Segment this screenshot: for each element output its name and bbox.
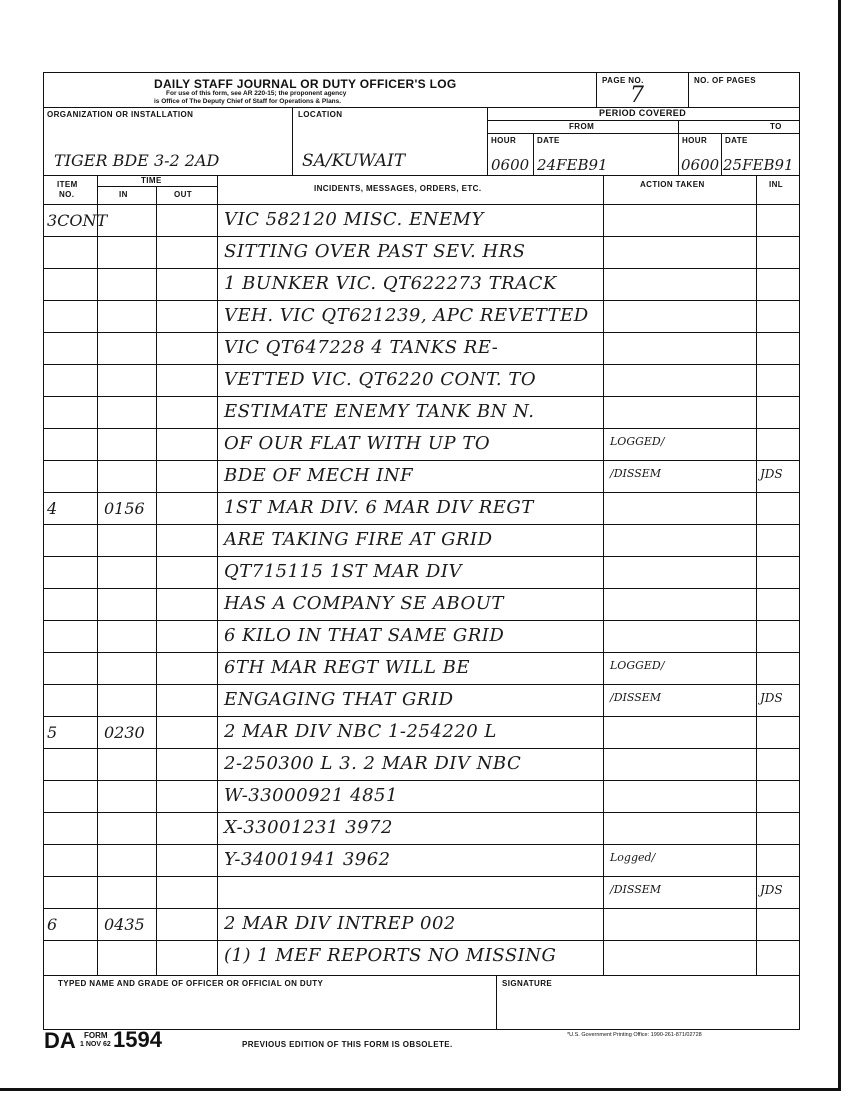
form-id-number: 1594 bbox=[113, 1027, 162, 1052]
table-row bbox=[44, 301, 799, 333]
col-header-item bbox=[44, 176, 98, 205]
col-header-incidents bbox=[218, 176, 604, 205]
table-row bbox=[44, 429, 799, 461]
to-hour-box bbox=[678, 134, 722, 176]
page-right-edge bbox=[838, 0, 841, 1090]
row-initials: JDS bbox=[760, 883, 783, 897]
table-row bbox=[44, 813, 799, 845]
page-bottom-edge bbox=[0, 1088, 841, 1091]
form-title-block bbox=[44, 73, 597, 108]
row-incident-text: ENGAGING THAT GRID bbox=[224, 689, 454, 710]
to-date-label: DATE bbox=[725, 136, 748, 145]
time-label: TIME bbox=[141, 176, 162, 185]
table-row bbox=[44, 397, 799, 429]
row-action-taken: /DISSEM bbox=[610, 467, 662, 480]
page-no-label: PAGE NO. bbox=[602, 76, 644, 85]
row-incident-text: SITTING OVER PAST SEV. HRS bbox=[224, 241, 526, 262]
row-time-in: 0230 bbox=[104, 723, 145, 742]
typed-name-box bbox=[44, 976, 497, 1030]
row-item-no: 6 bbox=[47, 915, 58, 934]
col-header-inl bbox=[757, 176, 799, 205]
table-row bbox=[44, 877, 799, 909]
table-row bbox=[44, 621, 799, 653]
from-hour-label: HOUR bbox=[491, 136, 517, 145]
row-incident-text: VIC 582120 MISC. ENEMY bbox=[224, 209, 484, 230]
row-incident-text: 2-250300 L 3. 2 MAR DIV NBC bbox=[224, 753, 522, 774]
row-incident-text: VETTED VIC. QT6220 CONT. TO bbox=[224, 369, 537, 390]
table-row bbox=[44, 493, 799, 525]
location-value: SA/KUWAIT bbox=[302, 151, 406, 171]
log-body bbox=[44, 205, 799, 975]
row-incident-text: VIC QT647228 4 TANKS RE- bbox=[224, 337, 499, 358]
printing-office-note: *U.S. Government Printing Office: 1990-261-871/02728 bbox=[567, 1032, 702, 1038]
in-label: IN bbox=[119, 190, 128, 199]
row-action-taken: /DISSEM bbox=[610, 691, 662, 704]
period-from-label-box bbox=[487, 121, 679, 134]
inl-label: INL bbox=[769, 180, 784, 189]
row-action-taken: LOGGED/ bbox=[610, 435, 665, 448]
table-row bbox=[44, 205, 799, 237]
row-item-no: 3CONT bbox=[47, 211, 108, 230]
row-incident-text: VEH. VIC QT621239, APC REVETTED bbox=[224, 305, 589, 326]
page-no-box bbox=[596, 73, 689, 108]
location-label: LOCATION bbox=[298, 110, 343, 119]
row-incident-text: 6TH MAR REGT WILL BE bbox=[224, 657, 470, 678]
row-incident-text: 6 KILO IN THAT SAME GRID bbox=[224, 625, 505, 646]
row-initials: JDS bbox=[760, 691, 783, 705]
from-date-value: 24FEB91 bbox=[537, 156, 608, 174]
form-id-date: 1 NOV 62 bbox=[80, 1041, 111, 1048]
to-hour-label: HOUR bbox=[682, 136, 708, 145]
table-row bbox=[44, 941, 799, 973]
row-incident-text: ARE TAKING FIRE AT GRID bbox=[224, 529, 493, 550]
typed-name-label: TYPED NAME AND GRADE OF OFFICER OR OFFICIAL ON DUTY bbox=[58, 979, 324, 988]
org-value: TIGER BDE 3-2 2AD bbox=[54, 151, 220, 170]
table-row bbox=[44, 749, 799, 781]
table-row bbox=[44, 461, 799, 493]
row-action-taken: Logged/ bbox=[610, 851, 656, 864]
row-incident-text: (1) 1 MEF REPORTS NO MISSING bbox=[224, 945, 557, 966]
row-incident-text: OF OUR FLAT WITH UP TO bbox=[224, 433, 491, 454]
table-row bbox=[44, 237, 799, 269]
form-subtitle-2: is Office of The Deputy Chief of Staff for Operations & Plans. bbox=[154, 98, 342, 105]
from-date-box bbox=[533, 134, 679, 176]
period-covered-label: PERIOD COVERED bbox=[599, 108, 687, 118]
out-label: OUT bbox=[174, 190, 193, 199]
from-hour-value: 0600 bbox=[491, 156, 530, 174]
item-label: ITEM bbox=[57, 180, 78, 189]
table-row bbox=[44, 717, 799, 749]
row-incident-text: 2 MAR DIV INTREP 002 bbox=[224, 913, 456, 934]
no-label: NO. bbox=[59, 190, 75, 199]
table-row bbox=[44, 365, 799, 397]
org-label: ORGANIZATION OR INSTALLATION bbox=[47, 110, 194, 119]
row-incident-text: W-33000921 4851 bbox=[224, 785, 398, 806]
incidents-label: INCIDENTS, MESSAGES, ORDERS, ETC. bbox=[314, 184, 482, 193]
footer-box bbox=[44, 975, 799, 1030]
row-time-in: 0435 bbox=[104, 915, 145, 934]
table-row bbox=[44, 909, 799, 941]
action-label: ACTION TAKEN bbox=[640, 180, 705, 189]
table-row bbox=[44, 685, 799, 717]
col-header-action bbox=[604, 176, 757, 205]
row-item-no: 4 bbox=[47, 499, 58, 518]
location-box bbox=[292, 107, 488, 176]
table-row bbox=[44, 653, 799, 685]
signature-label: SIGNATURE bbox=[502, 979, 553, 988]
row-incident-text: ESTIMATE ENEMY TANK BN N. bbox=[224, 401, 535, 422]
to-label: TO bbox=[770, 122, 782, 131]
org-box bbox=[44, 107, 293, 176]
table-row bbox=[44, 557, 799, 589]
form-id-form: FORM bbox=[84, 1031, 108, 1040]
col-header-out bbox=[157, 187, 218, 205]
no-of-pages-box bbox=[688, 73, 799, 108]
row-initials: JDS bbox=[760, 467, 783, 481]
row-incident-text: QT715115 1ST MAR DIV bbox=[224, 561, 462, 582]
page-no-value: 7 bbox=[630, 83, 644, 108]
from-hour-box bbox=[487, 134, 534, 176]
row-incident-text: Y-34001941 3962 bbox=[224, 849, 391, 870]
table-row bbox=[44, 333, 799, 365]
table-row bbox=[44, 525, 799, 557]
to-hour-value: 0600 bbox=[681, 156, 720, 174]
from-label: FROM bbox=[569, 122, 595, 131]
row-incident-text: 1 BUNKER VIC. QT622273 TRACK bbox=[224, 273, 557, 294]
form-title: DAILY STAFF JOURNAL OR DUTY OFFICER'S LOG bbox=[154, 77, 457, 91]
table-row bbox=[44, 845, 799, 877]
row-incident-text: BDE OF MECH INF bbox=[224, 465, 414, 486]
row-incident-text: X-33001231 3972 bbox=[224, 817, 393, 838]
col-header-time bbox=[97, 176, 218, 187]
row-action-taken: /DISSEM bbox=[610, 883, 662, 896]
row-item-no: 5 bbox=[47, 723, 58, 742]
form-id-da: DA bbox=[44, 1028, 76, 1053]
journal-form bbox=[43, 72, 800, 1030]
no-of-pages-label: NO. OF PAGES bbox=[694, 76, 756, 85]
table-row bbox=[44, 781, 799, 813]
row-action-taken: LOGGED/ bbox=[610, 659, 665, 672]
table-row bbox=[44, 269, 799, 301]
to-date-value: 25FEB91 bbox=[723, 156, 794, 174]
table-row bbox=[44, 589, 799, 621]
previous-edition-note: PREVIOUS EDITION OF THIS FORM IS OBSOLETE. bbox=[242, 1040, 453, 1049]
row-incident-text: HAS A COMPANY SE ABOUT bbox=[224, 593, 504, 614]
from-date-label: DATE bbox=[537, 136, 560, 145]
row-incident-text: 2 MAR DIV NBC 1-254220 L bbox=[224, 721, 497, 742]
row-time-in: 0156 bbox=[104, 499, 145, 518]
col-header-in bbox=[97, 187, 157, 205]
to-date-box bbox=[721, 134, 799, 176]
period-to-label-box bbox=[678, 121, 799, 134]
form-subtitle-1: For use of this form, see AR 220-15; the proponent agency bbox=[166, 90, 347, 97]
period-covered-label-box bbox=[487, 107, 799, 121]
row-incident-text: 1ST MAR DIV. 6 MAR DIV REGT bbox=[224, 497, 534, 518]
